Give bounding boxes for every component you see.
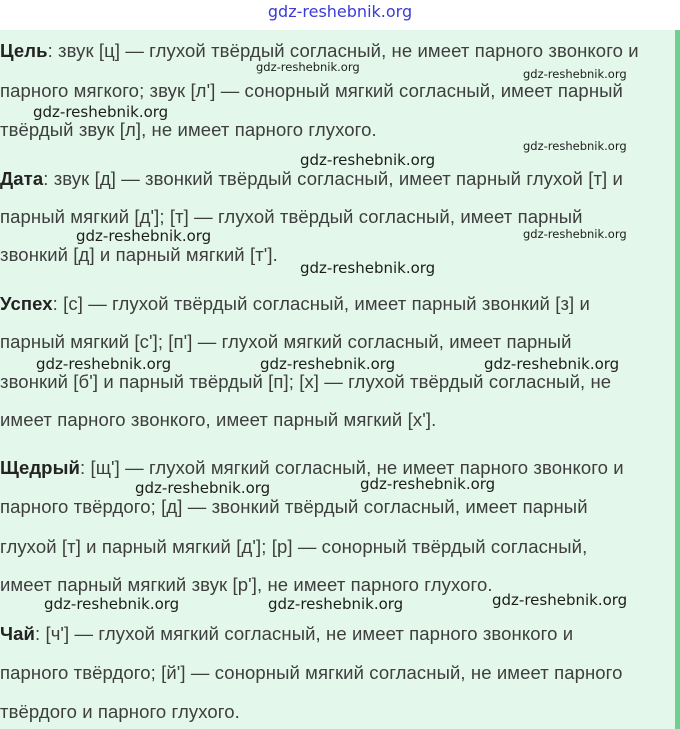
answer-text-panel [0, 30, 680, 729]
paragraph-shchedryy-line-1: Щедрый: [щ'] — глухой мягкий согласный, не имеет парного звонкого и [0, 457, 624, 478]
term-shchedryy: Щедрый [0, 457, 80, 478]
term-uspekh: Успех [0, 293, 53, 314]
paragraph-uspekh-line-4: имеет парного звонкого, имеет парный мягкий [х']. [0, 409, 437, 430]
watermark: gdz-reshebnik.org [33, 103, 169, 121]
watermark: gdz-reshebnik.org [300, 259, 436, 277]
paragraph-shchedryy-line-4: имеет парный мягкий звук [р'], не имеет парного глухого. [0, 574, 493, 595]
paragraph-data-line-2: парный мягкий [д']; [т] — глухой твёрдый согласный, имеет парный [0, 206, 583, 227]
paragraph-uspekh-line-1: Успех: [с] — глухой твёрдый согласный, имеет парный звонкий [з] и [0, 293, 590, 314]
paragraph-chay-line-1: Чай: [ч'] — глухой мягкий согласный, не имеет парного звонкого и [0, 623, 574, 644]
watermark: gdz-reshebnik.org [360, 475, 496, 493]
watermark: gdz-reshebnik.org [76, 227, 212, 245]
watermark: gdz-reshebnik.org [256, 60, 360, 74]
paragraph-shchedryy-line-2: парного твёрдого; [д] — звонкий твёрдый согласный, имеет парный [0, 496, 588, 517]
watermark: gdz-reshebnik.org [36, 355, 172, 373]
paragraph-shchedryy-line-3: глухой [т] и парный мягкий [д']; [р] — сонорный твёрдый согласный, [0, 536, 588, 557]
watermark: gdz-reshebnik.org [300, 151, 436, 169]
paragraph-tsel-line-2: парного мягкого; звук [л'] — сонорный мягкий согласный, имеет парный [0, 80, 623, 101]
header-watermark: gdz-reshebnik.org [267, 2, 413, 21]
watermark: gdz-reshebnik.org [268, 595, 404, 613]
paragraph-tsel-line-1: Цель: звук [ц] — глухой твёрдый согласный, не имеет парного звонкого и [0, 40, 639, 61]
paragraph-data-line-1: Дата: звук [д] — звонкий твёрдый согласный, имеет парный глухой [т] и [0, 168, 623, 189]
watermark: gdz-reshebnik.org [523, 67, 627, 81]
watermark: gdz-reshebnik.org [523, 227, 627, 241]
paragraph-tsel-line-3: твёрдый звук [л], не имеет парного глухого. [0, 119, 377, 140]
paragraph-uspekh-line-3: звонкий [б'] и парный твёрдый [п]; [х] — глухой твёрдый согласный, не [0, 371, 612, 392]
watermark: gdz-reshebnik.org [484, 355, 620, 373]
term-chay: Чай [0, 623, 35, 644]
paragraph-chay-line-3: твёрдого и парного глухого. [0, 701, 240, 722]
watermark: gdz-reshebnik.org [492, 591, 628, 609]
right-accent-bar [675, 30, 680, 729]
paragraph-uspekh-line-2: парный мягкий [с']; [п'] — глухой мягкий согласный, имеет парный [0, 331, 572, 352]
term-tsel: Цель [0, 40, 48, 61]
watermark: gdz-reshebnik.org [44, 595, 180, 613]
paragraph-data-line-3: звонкий [д] и парный мягкий [т']. [0, 244, 278, 265]
term-data: Дата [0, 168, 44, 189]
watermark: gdz-reshebnik.org [135, 479, 271, 497]
watermark: gdz-reshebnik.org [523, 139, 627, 153]
watermark: gdz-reshebnik.org [260, 355, 396, 373]
paragraph-chay-line-2: парного твёрдого; [й'] — сонорный мягкий согласный, не имеет парного [0, 662, 623, 683]
